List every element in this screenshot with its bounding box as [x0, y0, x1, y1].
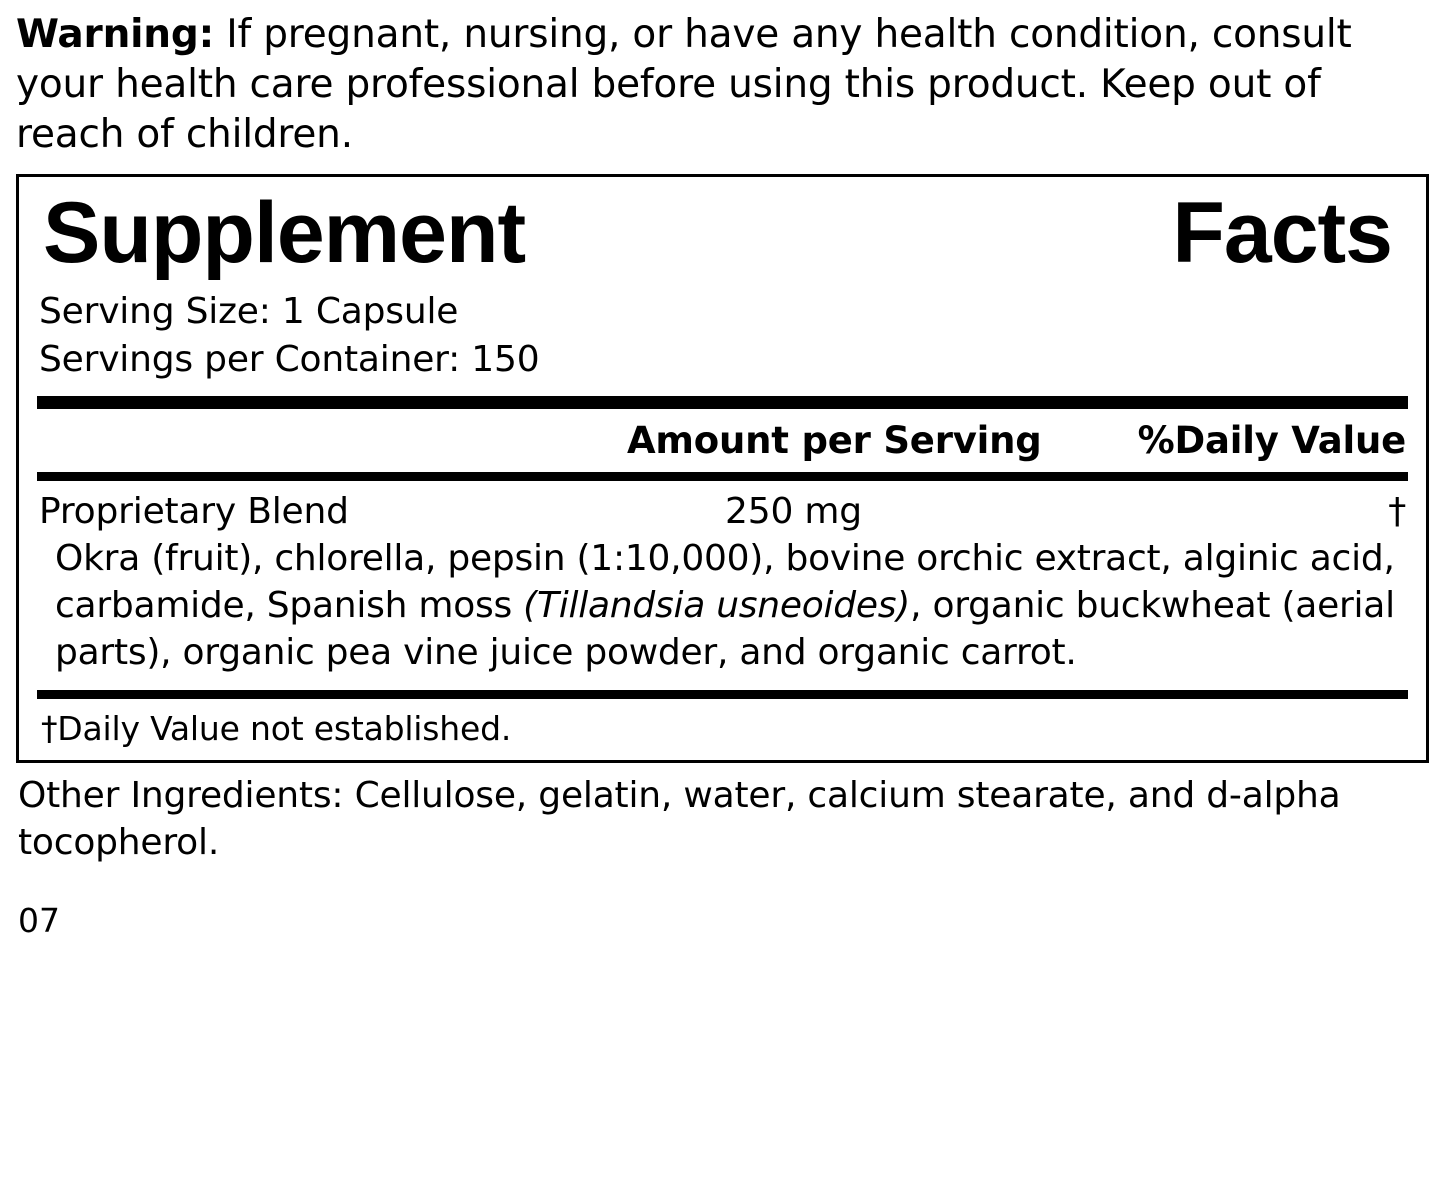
row-name-proprietary-blend: Proprietary Blend	[39, 491, 349, 533]
panel-title-word-facts: Facts	[1172, 184, 1392, 281]
column-header-amount: Amount per Serving	[626, 419, 1042, 463]
document-code: 07	[18, 901, 60, 941]
row-amount-proprietary-blend: 250 mg	[725, 491, 862, 533]
other-ingredients: Other Ingredients: Cellulose, gelatin, water, calcium stearate, and d-alpha tocopherol.	[18, 775, 1341, 864]
serving-size: Serving Size: 1 Capsule	[39, 290, 459, 332]
panel-title	[37, 181, 1408, 282]
blend-ingredient-list	[37, 534, 1408, 690]
servings-per-container: Servings per Container: 150	[39, 338, 540, 380]
warning-text: If pregnant, nursing, or have any health condition, consult your health care professional before using this product. Keep out of reach of children.	[16, 12, 1352, 157]
warning-paragraph	[16, 0, 1429, 160]
divider-bottom	[37, 690, 1408, 699]
column-header-daily-value: %Daily Value	[1137, 419, 1406, 463]
divider-under-headers	[37, 472, 1408, 481]
blend-ingredients-suffix: , organic buckwheat (aerial parts), organic pea vine juice powder, and organic carrot.	[55, 584, 1395, 673]
table-row	[37, 481, 1408, 534]
panel-title-word-supplement: Supplement	[43, 184, 526, 281]
supplement-facts-panel	[16, 174, 1429, 764]
blend-ingredients-prefix: Okra (fruit), chlorella, pepsin (1:10,000), bovine orchic extract, alginic acid, carbamide, Spanish moss	[55, 538, 1395, 626]
daily-value-footnote: †Daily Value not established.	[41, 709, 512, 749]
serving-info	[37, 282, 1408, 396]
column-headers	[37, 409, 1408, 472]
warning-label: Warning:	[16, 12, 214, 57]
blend-ingredients-botanical-name: (Tillandsia usneoides)	[523, 584, 911, 626]
divider-thick-top	[37, 396, 1408, 409]
row-daily-value-proprietary-blend: †	[1388, 491, 1406, 533]
